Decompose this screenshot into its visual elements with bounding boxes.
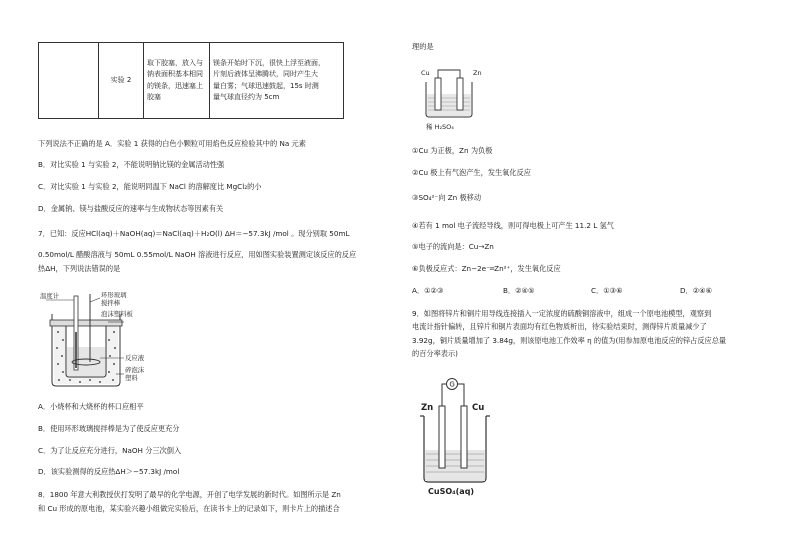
label-foam-1: 碎泡沫 (125, 366, 145, 374)
q8-item-1: ①Cu 为正极，Zn 为负极 (412, 146, 493, 155)
q8-line2: 和 Cu 形成的原电池，某实验兴趣小组做完实验后，在读书卡上的记录如下，则卡片上的描述合 (38, 504, 340, 513)
q7-option-c: C．为了让反应充分进行，NaOH 分三次倒入 (38, 446, 182, 455)
q9-line1: 9．如图将锌片和铜片用导线连接插入一定浓度的硫酸铜溶液中，组成一个原电池模型，观察到 (412, 309, 712, 318)
table-cell-empty (39, 43, 99, 119)
phenomenon-line: 镁条开始时下沉，很快上浮至液面， (213, 59, 325, 68)
q7-line3: 热ΔH，下列说法错误的是 (38, 264, 121, 273)
wire-left (442, 384, 446, 408)
q9-line4: 的百分率表示) (412, 349, 458, 358)
operation-line: 的镁条，迅速塞上 (147, 81, 203, 90)
label-foam-board: 泡沫塑料板 (101, 310, 133, 318)
zn-cu-cell-diagram (420, 64, 492, 132)
label-zn: Zn (421, 403, 434, 413)
label-cu: Cu (472, 403, 485, 413)
q8-option-b: B．②④⑤ (503, 286, 535, 295)
label-foam-2: 塑料 (125, 374, 138, 382)
q8-item-6: ⑥负极反应式：Zn−2e⁻═Zn²⁺，发生氧化反应 (412, 264, 561, 273)
q8-line1: 8．1800 年意大利教授伏打发明了最早的化学电源，开创了电学发展的新时代。如图所示是 Zn (38, 490, 341, 499)
calorimeter-diagram (38, 292, 158, 390)
experiment-table (38, 42, 344, 119)
label-zn: Zn (473, 69, 482, 77)
q8-item-3: ③SO₄²⁻向 Zn 极移动 (412, 193, 482, 202)
zn-electrode (439, 406, 445, 468)
q7-option-d: D．该实验测得的反应热ΔH＞−57.3kJ /mol (38, 467, 180, 476)
q9-line3: 3.92g，铜片质量增加了 3.84g，则该原电池工作效率 η 的值为(用参加原电池反应的锌占反应总量 (412, 336, 727, 345)
cu-electrode (461, 406, 467, 468)
table-cell-operation (144, 43, 210, 119)
table-cell-phenomenon (210, 43, 344, 119)
zn-electrode (457, 78, 463, 110)
q8-item-4: ④若有 1 mol 电子流经导线，则可得电极上可产生 11.2 L 氢气 (412, 221, 614, 230)
phenomenon-line: 量气球直径约为 5cm (213, 92, 280, 101)
q6-option-b: B．对比实验 1 与实验 2，不能说明钠比镁的金属活动性强 (38, 160, 225, 169)
acid-solution (427, 94, 471, 116)
foam-board (50, 320, 122, 326)
q6-option-d: D．金属钠、镁与盐酸反应的速率与生成物状态等因素有关 (38, 204, 224, 213)
q9-line2: 电流计指针偏转，且锌片和铜片表面均有红色物质析出，待实验结束时，测得锌片质量减少了 (412, 322, 707, 331)
operation-line: 钠表面积基本相同 (147, 70, 203, 79)
cuso4-solution (425, 450, 485, 481)
galvanometer-label: G (449, 380, 455, 389)
q8-item-5: ⑤电子的流向是：Cu→Zn (412, 242, 494, 251)
q8-option-c: C．①③⑥ (591, 286, 623, 295)
label-cu: Cu (421, 69, 430, 77)
q8-continuation: 理的是 (412, 42, 434, 51)
operation-line: 胶塞 (147, 92, 161, 101)
q8-option-a: A．①②③ (412, 286, 444, 295)
q7-option-b: B．使用环形玻璃搅拌棒是为了使反应更充分 (38, 424, 180, 433)
q8-option-d: D．②④⑥ (680, 286, 713, 295)
q7-line2: 0.50mol/L 醋酸溶液与 50mL 0.55mol/L NaOH 溶液进行反应，用如图实验装置测定该反应的反应 (38, 250, 357, 259)
cu-electrode (435, 78, 441, 110)
operation-line: 取下胶塞，放入与 (147, 59, 203, 68)
q6-stem: 下列说法不正确的是 A．实验 1 获得的白色小颗粒可用焰色反应检验其中的 Na 元素 (38, 139, 306, 148)
label-thermometer: 温度计 (40, 292, 60, 300)
q7-option-a: A．小烧杯和大烧杯的杯口应相平 (38, 402, 144, 411)
q8-item-2: ②Cu 极上有气泡产生，发生氧化反应 (412, 168, 531, 177)
wire-right (458, 384, 464, 408)
table-row (39, 43, 344, 119)
label-stirrer-2: 搅拌棒 (101, 299, 121, 307)
galvanic-cell-diagram (416, 372, 506, 498)
q7-line1: 7．已知：反应HCl(aq)＋NaOH(aq)＝NaCl(aq)＋H₂O(l) ΔH＝−57.3kJ /mol 。现分别取 50mL (38, 229, 350, 238)
label-reaction-liquid: 反应液 (125, 354, 145, 362)
table-cell-label: 实验 2 (99, 43, 144, 119)
label-acid: 稀 H₂SO₄ (426, 123, 454, 131)
phenomenon-line: 片刻后液体呈沸腾状，同时产生大 (213, 70, 318, 79)
label-stirrer-1: 环形玻璃 (101, 292, 127, 299)
phenomenon-line: 量白雾；气球迅速鼓起，15s 时测 (213, 81, 319, 90)
q6-option-c: C．对比实验 1 与实验 2，能说明同温下 NaCl 的溶解度比 MgCl₂的小 (38, 182, 262, 191)
label-solution: CuSO₄(aq) (428, 487, 475, 496)
